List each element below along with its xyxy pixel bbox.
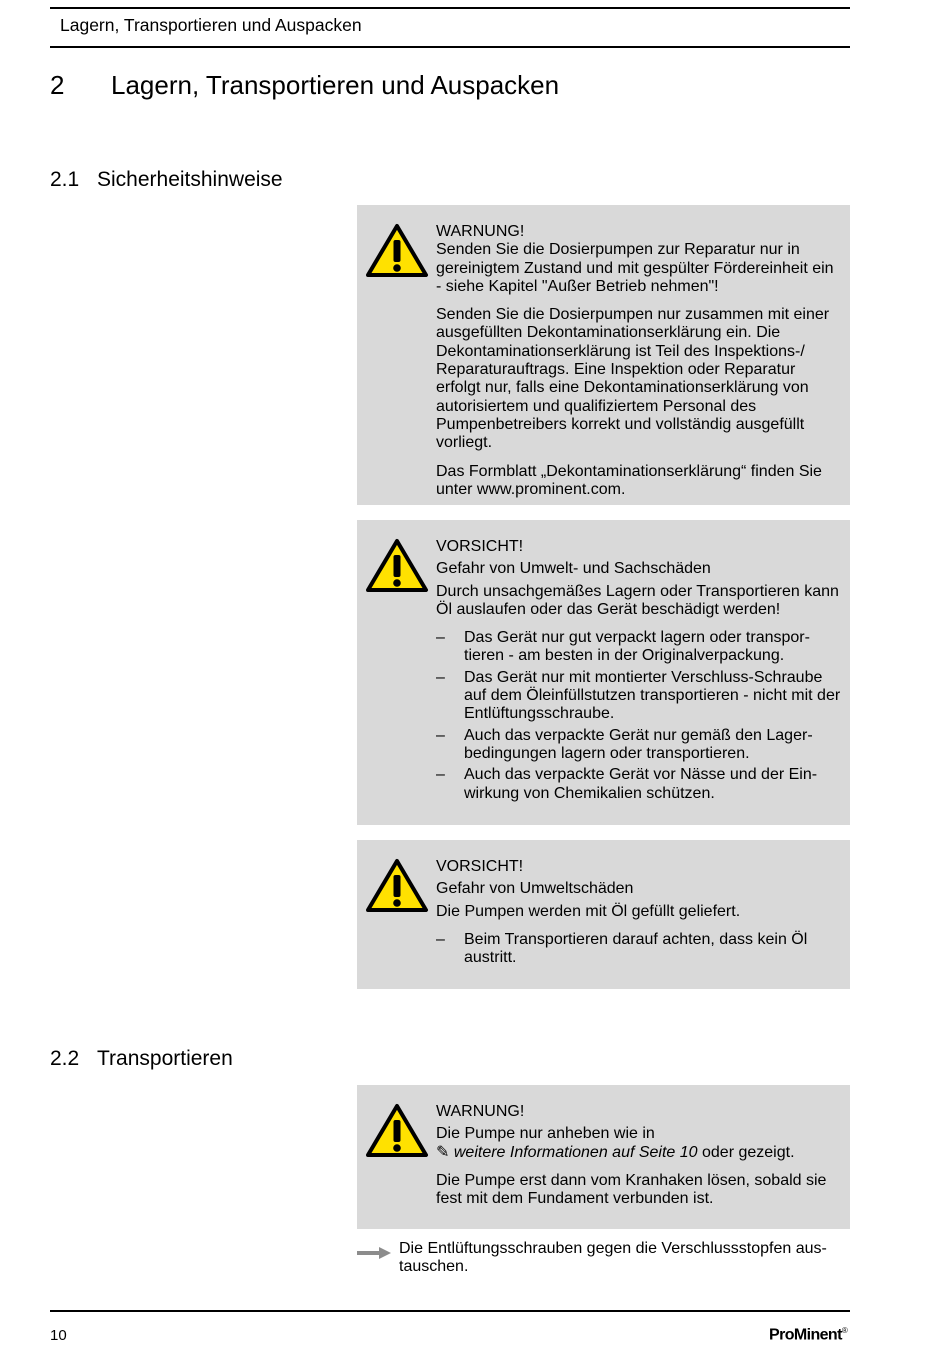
brand-logo (769, 1326, 847, 1344)
instruction-text: Die Entlüftungsschrauben gegen die Verschlussstopfen austauschen. (399, 1240, 827, 1276)
hazard-subtitle: Gefahr von Umweltschäden (436, 880, 634, 898)
caution-list (436, 629, 842, 803)
signal-word: WARNUNG! (436, 1103, 525, 1120)
warning-triangle-icon (365, 222, 429, 278)
hazard-subtitle: Gefahr von Umwelt- und Sachschäden (436, 560, 711, 578)
signal-word: VORSICHT! (436, 538, 524, 555)
brand-logo-pro: Pro (769, 1326, 794, 1344)
warning-triangle-icon (365, 857, 429, 913)
list-item: – Auch das verpackte Gerät nur gemäß den Lagerbedingungen lagern oder transportieren. (436, 727, 842, 764)
brand-registered-mark: ® (841, 1326, 848, 1335)
header-rule-top (50, 7, 850, 9)
warning-text: Das Formblatt „Dekontaminationserklärung“ finden Sie unter www.prominent.com. (436, 462, 822, 498)
section-title: Sicherheitshinweise (97, 168, 283, 191)
instruction-arrow-icon (357, 1246, 391, 1260)
warning-text: Senden Sie die Dosierpumpen zur Reparatur nur in gereinigtem Zustand und mit gespülter Fördereinheit ein - siehe Kapitel "Außer Betrieb nehmen"! (436, 241, 834, 295)
warning-box (357, 205, 850, 505)
chapter-number: 2 (50, 70, 65, 100)
section-title: Transportieren (97, 1047, 233, 1070)
warning-text: Senden Sie die Dosierpumpen nur zusammen mit einer ausgefüllten Dekontaminationserklärung ein. Die Dekontaminationserklärung ist Teil des Inspektions-/ Reparaturauftrags. Eine Inspektion oder Reparatur erfolgt nur, falls eine Dekontaminationserklärung von autorisiertem und qualifiziertem Personal des Pumpenbetreibers korrekt und vollständig ausgefüllt vorliegt. (436, 306, 830, 452)
list-item: – Beim Transportieren darauf achten, dass kein Öl austritt. (436, 931, 842, 968)
warning-triangle-icon (365, 537, 429, 593)
caution-text: Die Pumpen werden mit Öl gefüllt geliefert. (436, 902, 741, 920)
signal-word: VORSICHT! (436, 858, 524, 875)
list-item: – Auch das verpackte Gerät vor Nässe und der Einwirkung von Chemikalien schützen. (436, 766, 842, 803)
cross-reference-icon: ✎ (436, 1143, 450, 1161)
signal-word: WARNUNG! (436, 223, 525, 240)
header-rule-bottom (50, 46, 850, 48)
warning-text: Die Pumpe erst dann vom Kranhaken lösen, sobald sie fest mit dem Fundament verbunden ist. (436, 1171, 827, 1208)
page-number: 10 (50, 1327, 67, 1344)
cross-reference-link[interactable]: weitere Informationen auf Seite 10 (453, 1143, 698, 1161)
caution-box (357, 840, 850, 989)
warning-triangle-icon (365, 1102, 429, 1158)
caution-text: Durch unsachgemäßes Lagern oder Transportieren kann Öl auslaufen oder das Gerät beschädigt werden! (436, 582, 839, 618)
list-item: – Das Gerät nur gut verpackt lagern oder transportieren - am besten in der Originalverpackung. (436, 629, 842, 666)
caution-list (436, 931, 842, 968)
list-item: – Das Gerät nur mit montierter Verschluss-Schraube auf dem Öleinfüllstutzen transportieren - nicht mit der Entlüftungsschraube. (436, 669, 842, 724)
section-number: 2.1 (50, 168, 80, 191)
chapter-title: Lagern, Transportieren und Auspacken (111, 70, 560, 100)
running-header: Lagern, Transportieren und Auspacken (60, 15, 362, 35)
brand-logo-minent: Minent (793, 1326, 842, 1344)
caution-box (357, 520, 850, 825)
cross-reference-line (436, 1144, 842, 1162)
warning-box (357, 1085, 850, 1229)
warning-text: Die Pumpe nur anheben wie in (436, 1125, 655, 1143)
footer-rule (50, 1310, 850, 1312)
cross-reference-suffix: oder gezeigt. (697, 1143, 795, 1161)
section-number: 2.2 (50, 1047, 80, 1070)
